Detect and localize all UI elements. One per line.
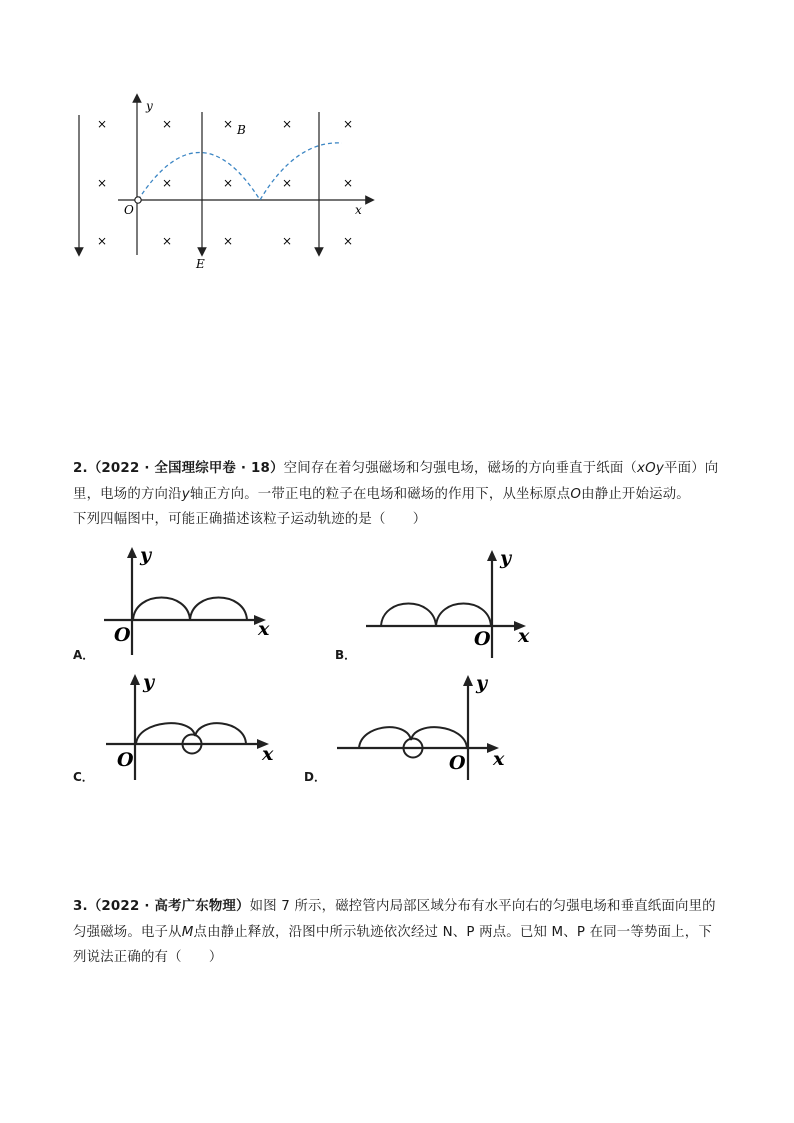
- b-field-cross: ×: [161, 117, 173, 131]
- y-label: y: [476, 672, 488, 694]
- question-source: （2022 · 全国理综甲卷 · 18）: [87, 461, 284, 476]
- question-2: [73, 456, 733, 533]
- b-field-cross: ×: [222, 234, 234, 248]
- x-label: x: [262, 743, 274, 765]
- question-3-line-3: [73, 945, 733, 971]
- x-axis-label: x: [355, 203, 362, 217]
- y-arrow: [130, 674, 140, 685]
- option-b-label[interactable]: B．: [335, 648, 357, 662]
- option-a-graph: [100, 545, 280, 660]
- origin-point: [135, 197, 141, 203]
- origin-label: O: [124, 203, 134, 217]
- b-field-cross: ×: [342, 176, 354, 190]
- question-text: 轴正方向。一带正电的粒子在电场和磁场的作用下，从坐标原点: [189, 486, 571, 502]
- question-text: 点由静止释放，沿图中所示轨迹依次经过 N、P 两点。已知 M、P 在同一等势面上，下: [193, 924, 712, 940]
- question-3: [73, 894, 733, 971]
- e-field-label: E: [196, 257, 205, 271]
- option-b-graph: [362, 548, 542, 663]
- option-d-label[interactable]: D．: [304, 770, 326, 784]
- question-number: 2.: [73, 461, 88, 476]
- y-arrow: [463, 675, 473, 686]
- field-diagram: [60, 90, 390, 280]
- origin-label: O: [117, 749, 134, 771]
- question-text: 列说法正确的有（ ）: [73, 950, 223, 966]
- b-field-cross: ×: [96, 176, 108, 190]
- axis-name: y: [181, 486, 190, 502]
- question-2-line-2: [73, 482, 733, 508]
- b-field-cross: ×: [281, 234, 293, 248]
- b-field-cross: ×: [342, 234, 354, 248]
- point-m: M: [181, 924, 194, 940]
- origin-label: O: [114, 624, 131, 646]
- x-label: x: [493, 748, 505, 770]
- b-field-cross: ×: [96, 234, 108, 248]
- question-text: 匀强磁场。电子从: [73, 924, 182, 940]
- origin-label: O: [449, 752, 466, 774]
- question-text: 下列四幅图中，可能正确描述该粒子运动轨迹的是（ ）: [73, 512, 427, 528]
- question-text: 平面）向: [664, 461, 719, 476]
- y-label: y: [143, 671, 155, 693]
- y-label: y: [140, 545, 152, 566]
- option-c-label[interactable]: C．: [73, 770, 94, 784]
- trajectory: [381, 604, 491, 627]
- y-arrow: [487, 550, 497, 561]
- y-axis-label: y: [146, 99, 153, 113]
- option-d-graph: [333, 670, 533, 785]
- question-text: 里，电场的方向沿: [73, 486, 182, 502]
- b-field-cross: ×: [161, 234, 173, 248]
- y-arrow: [127, 547, 137, 558]
- trajectory-dashed: [138, 143, 342, 200]
- b-field-cross: ×: [222, 117, 234, 131]
- x-label: x: [258, 618, 270, 640]
- b-field-cross: ×: [96, 117, 108, 131]
- b-field-label: B: [237, 123, 246, 137]
- b-field-cross: ×: [161, 176, 173, 190]
- question-text: 由静止开始运动。: [581, 486, 690, 502]
- question-number: 3.: [73, 899, 88, 914]
- question-source: （2022 · 高考广东物理）: [87, 899, 250, 914]
- question-2-line-1: [73, 456, 733, 482]
- plane-name: xOy: [637, 461, 665, 476]
- question-3-line-1: [73, 894, 733, 920]
- b-field-cross: ×: [222, 176, 234, 190]
- origin-label: O: [474, 628, 491, 650]
- question-3-line-2: [73, 920, 733, 946]
- question-text: 空间存在着匀强磁场和匀强电场，磁场的方向垂直于纸面（: [283, 461, 638, 476]
- y-label: y: [500, 548, 512, 569]
- question-2-line-3: [73, 507, 733, 533]
- question-text: 如图 7 所示，磁控管内局部区域分布有水平向右的匀强电场和垂直纸面向里的: [249, 899, 716, 914]
- x-label: x: [518, 625, 530, 647]
- option-a-label[interactable]: A．: [73, 648, 95, 662]
- option-c-graph: [100, 668, 280, 783]
- b-field-cross: ×: [281, 176, 293, 190]
- origin-name: O: [570, 486, 582, 502]
- trajectory: [133, 598, 247, 621]
- b-field-cross: ×: [342, 117, 354, 131]
- b-field-cross: ×: [281, 117, 293, 131]
